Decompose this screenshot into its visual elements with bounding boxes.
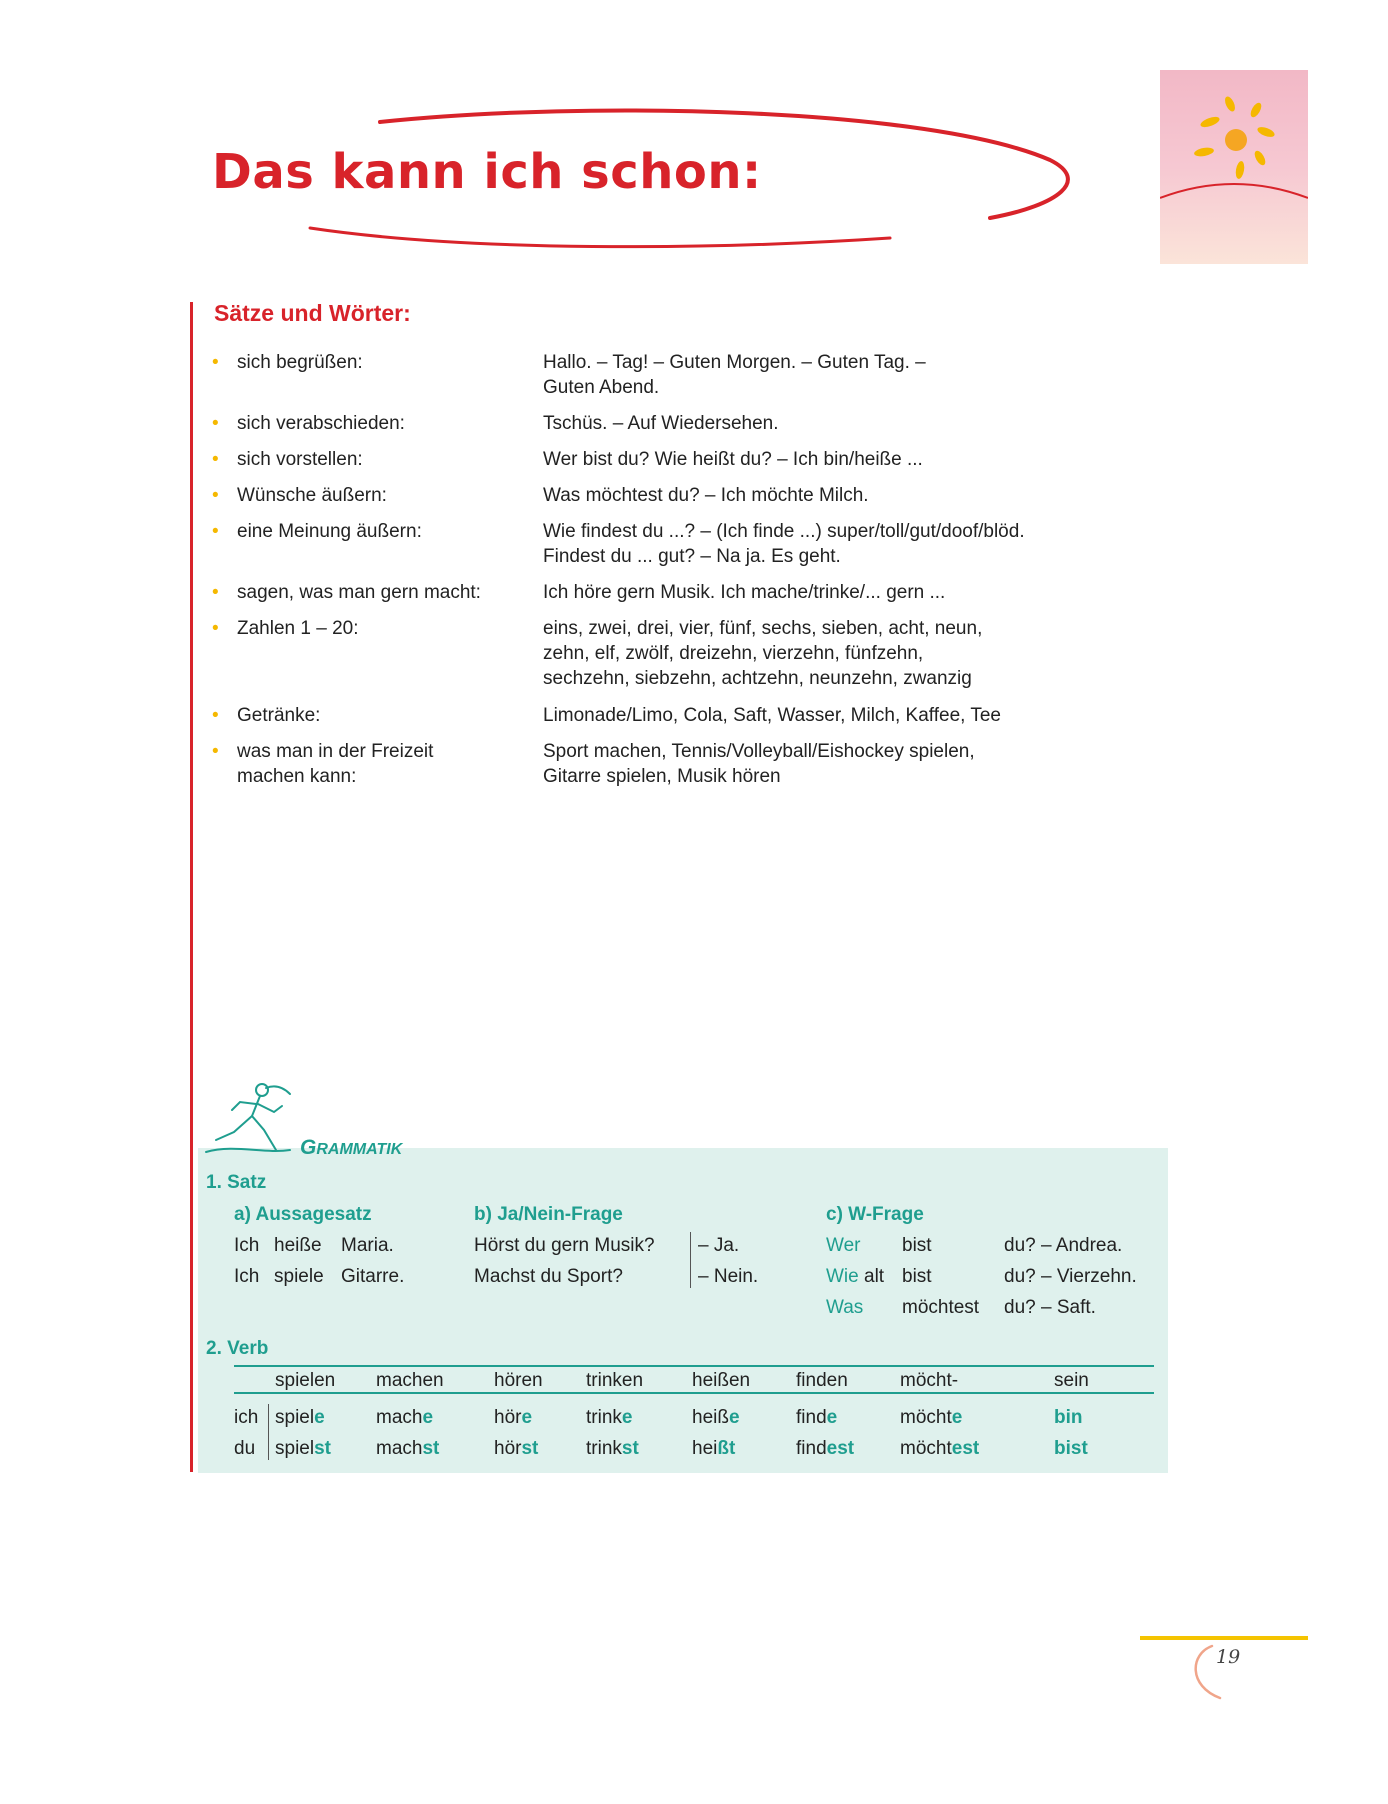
aussagesatz-heading: a) Aussagesatz [234,1204,372,1225]
wfrage-extra: alt [864,1266,885,1287]
item-label: sich vorstellen: [237,449,363,470]
verb-form-du: möchtest [900,1438,980,1459]
bullet-icon: • [212,705,219,726]
wfrage-heading: c) W-Frage [826,1204,924,1225]
item-value: Wie findest du ...? – (Ich finde ...) super/toll/gut/doof/blöd. Findest du ... gut? – Na ja. Es geht. [543,521,1025,567]
bullet-icon: • [212,582,219,603]
item-label: Zahlen 1 – 20: [237,618,359,639]
verb-form-du: machst [376,1438,440,1459]
item-label: sich begrüßen: [237,352,363,373]
wfrage-word: Wer [826,1235,861,1256]
wfrage-verb: möchtest [902,1297,980,1318]
satz-heading: 1. Satz [206,1172,267,1193]
aussagesatz-word: Ich [234,1266,260,1287]
sun-illustration-icon [1160,70,1308,264]
aussagesatz-word: heiße [274,1235,322,1256]
pronoun-ich: ich [234,1407,259,1428]
verb-form-ich: trinke [586,1407,633,1428]
wfrage-word: Was [826,1297,864,1318]
page-title: Das kann ich schon: [212,144,762,200]
item-value: Sport machen, Tennis/Volleyball/Eishockey spielen, Gitarre spielen, Musik hören [543,741,975,787]
verb-infinitive: sein [1054,1370,1089,1391]
bullet-icon: • [212,741,219,762]
verb-infinitive: machen [376,1370,444,1391]
bullet-icon: • [212,618,219,639]
janeinfrage-question: Machst du Sport? [474,1266,623,1287]
verb-form-ich: mache [376,1407,434,1428]
answer-divider [690,1232,691,1288]
verb-heading: 2. Verb [206,1338,269,1359]
verb-infinitive: finden [796,1370,848,1391]
verb-form-du: bist [1054,1438,1088,1459]
item-value: Ich höre gern Musik. Ich mache/trinke/... gern ... [543,582,946,603]
section-margin-bar [190,302,193,1472]
janeinfrage-question: Hörst du gern Musik? [474,1235,655,1256]
verb-form-du: findest [796,1438,855,1459]
pronoun-divider [268,1404,269,1460]
verb-infinitive: heißen [692,1370,751,1391]
wfrage-rest: du? – Vierzehn. [1004,1266,1137,1287]
verb-infinitive: trinken [586,1370,644,1391]
verb-form-du: hörst [494,1438,539,1459]
verb-form-du: trinkst [586,1438,639,1459]
item-label: sagen, was man gern macht: [237,582,481,603]
aussagesatz-word: Gitarre. [341,1266,405,1287]
janeinfrage-answer: – Nein. [698,1266,759,1287]
wfrage-verb: bist [902,1266,932,1287]
item-value: Was möchtest du? – Ich möchte Milch. [543,485,869,506]
verb-form-ich: spiele [275,1407,325,1428]
table-top-rule [234,1365,1154,1367]
page-number-rule [1140,1636,1308,1640]
item-label: was man in der Freizeit machen kann: [237,741,434,787]
verb-form-ich: höre [494,1407,533,1428]
verb-form-ich: bin [1054,1407,1083,1428]
bullet-icon: • [212,485,219,506]
aussagesatz-word: Ich [234,1235,260,1256]
wfrage-rest: du? – Saft. [1004,1297,1096,1318]
item-value: Wer bist du? Wie heißt du? – Ich bin/heiße ... [543,449,923,470]
item-value: eins, zwei, drei, vier, fünf, sechs, sieben, acht, neun, zehn, elf, zwölf, dreizehn, vierzehn, fünfzehn, sechzehn, siebzehn, achtzehn, neunzehn, zwanzig [543,618,983,689]
grammar-title: GRAMMATIK [300,1136,403,1159]
janeinfrage-heading: b) Ja/Nein-Frage [474,1204,623,1225]
item-label: Wünsche äußern: [237,485,387,506]
bullet-icon: • [212,352,219,373]
runner-figure-icon [204,1080,294,1160]
verb-form-du: heißt [692,1438,736,1459]
page-number: 19 [1216,1646,1241,1668]
aussagesatz-word: Maria. [341,1235,394,1256]
item-value: Limonade/Limo, Cola, Saft, Wasser, Milch, Kaffee, Tee [543,705,1001,726]
item-label: Getränke: [237,705,321,726]
pronoun-du: du [234,1438,256,1459]
verb-form-ich: heiße [692,1407,740,1428]
item-value: Tschüs. – Auf Wiedersehen. [543,413,779,434]
item-label: sich verabschieden: [237,413,405,434]
verb-infinitive: möcht- [900,1370,959,1391]
verb-infinitive: hören [494,1370,543,1391]
wfrage-word: Wie [826,1266,859,1287]
bullet-icon: • [212,449,219,470]
janeinfrage-answer: – Ja. [698,1235,740,1256]
verb-form-ich: möchte [900,1407,963,1428]
bullet-icon: • [212,413,219,434]
item-label: eine Meinung äußern: [237,521,422,542]
verb-form-ich: finde [796,1407,838,1428]
wfrage-verb: bist [902,1235,932,1256]
verb-form-du: spielst [275,1438,331,1459]
verb-infinitive: spielen [275,1370,336,1391]
section-heading: Sätze und Wörter: [214,300,411,326]
bullet-icon: • [212,521,219,542]
wfrage-rest: du? – Andrea. [1004,1235,1123,1256]
aussagesatz-word: spiele [274,1266,324,1287]
item-value: Hallo. – Tag! – Guten Morgen. – Guten Tag. – Guten Abend. [543,352,926,398]
